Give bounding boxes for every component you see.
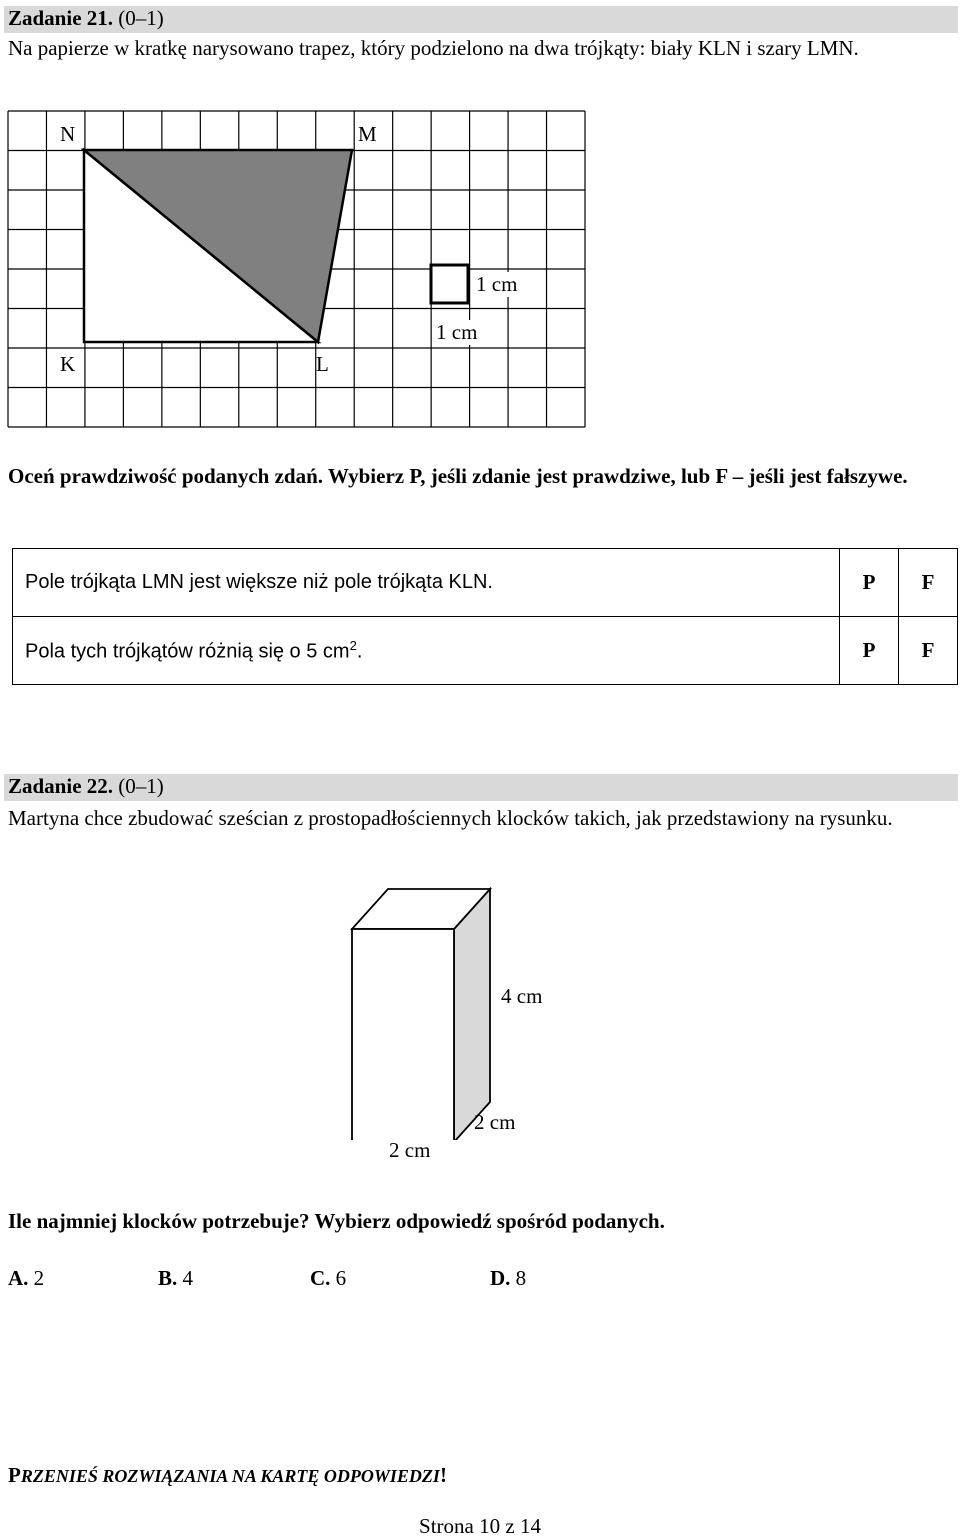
task22-points: (0–1) [118, 774, 164, 798]
answer-a[interactable] [8, 1262, 44, 1295]
task21-intro: Na papierze w kratkę narysowano trapez, który podzielono na dwa trójkąty: biały KLN i szary LMN. [8, 36, 859, 60]
cuboid-side-face [454, 889, 490, 1140]
answer-b-value: 4 [182, 1266, 194, 1290]
statement-1-option-f[interactable]: F [899, 549, 958, 617]
statement-2-end: . [356, 640, 363, 663]
height-label: 4 cm [501, 984, 543, 1008]
answer-a-value: 2 [33, 1266, 45, 1290]
unit-label-bottom: 1 cm [436, 320, 478, 344]
width-label: 2 cm [389, 1138, 431, 1162]
note-first-letter: P [8, 1463, 21, 1487]
statement-2-text: Pola tych trójkątów różnią się o 5 $cm^2$. [13, 617, 840, 685]
task21-grid-figure [0, 0, 960, 440]
task22-label: Zadanie 22. [8, 774, 114, 798]
note-text: RZENIEŚ ROZWIĄZANIA NA KARTĘ ODPOWIEDZI [20, 1466, 440, 1486]
statement-2-option-f[interactable]: F [899, 617, 958, 685]
note-exclamation: ! [439, 1463, 447, 1487]
label-L: L [316, 352, 329, 376]
answer-c[interactable] [310, 1262, 346, 1295]
label-M: M [358, 122, 377, 146]
statement-row-1 [13, 549, 958, 617]
cuboid-figure [340, 880, 543, 1140]
cuboid-front-face [352, 929, 454, 1140]
answer-d[interactable] [490, 1262, 526, 1295]
transfer-answers-note [8, 1463, 447, 1488]
answer-c-value: 6 [335, 1266, 347, 1290]
answer-a-letter: A. [8, 1266, 29, 1290]
answer-d-value: 8 [515, 1266, 527, 1290]
true-false-table [12, 548, 958, 685]
answer-d-letter: D. [490, 1266, 511, 1290]
statement-2-sup: 2 [349, 637, 357, 653]
task21-label: Zadanie 21. [8, 6, 114, 30]
statement-2-option-p[interactable]: P [840, 617, 899, 685]
label-N: N [60, 122, 76, 146]
statement-1-text: Pole trójkąta LMN jest większe niż pole trójkąta KLN. [13, 549, 840, 617]
statement-1-option-p[interactable]: P [840, 549, 899, 617]
depth-label: 2 cm [474, 1110, 516, 1134]
unit-square [431, 265, 468, 303]
answer-c-letter: C. [310, 1266, 331, 1290]
task21-instruction: Oceń prawdziwość podanych zdań. Wybierz P, jeśli zdanie jest prawdziwe, lub F – jeśli jest fałszywe. [8, 464, 908, 488]
task22-title [8, 774, 164, 799]
task22-intro: Martyna chce zbudować sześcian z prostopadłościennych klocków takich, jak przedstawiony na rysunku. [8, 806, 893, 830]
unit-label-right: 1 cm [476, 272, 518, 296]
label-K: K [60, 352, 76, 376]
statement-row-2 [13, 617, 958, 685]
task22-question: Ile najmniej klocków potrzebuje? Wybierz odpowiedź spośród podanych. [8, 1209, 665, 1233]
answer-b[interactable] [158, 1262, 193, 1295]
answer-b-letter: B. [158, 1266, 178, 1290]
page-number: Strona 10 z 14 [419, 1514, 541, 1538]
task21-points: (0–1) [118, 6, 164, 30]
